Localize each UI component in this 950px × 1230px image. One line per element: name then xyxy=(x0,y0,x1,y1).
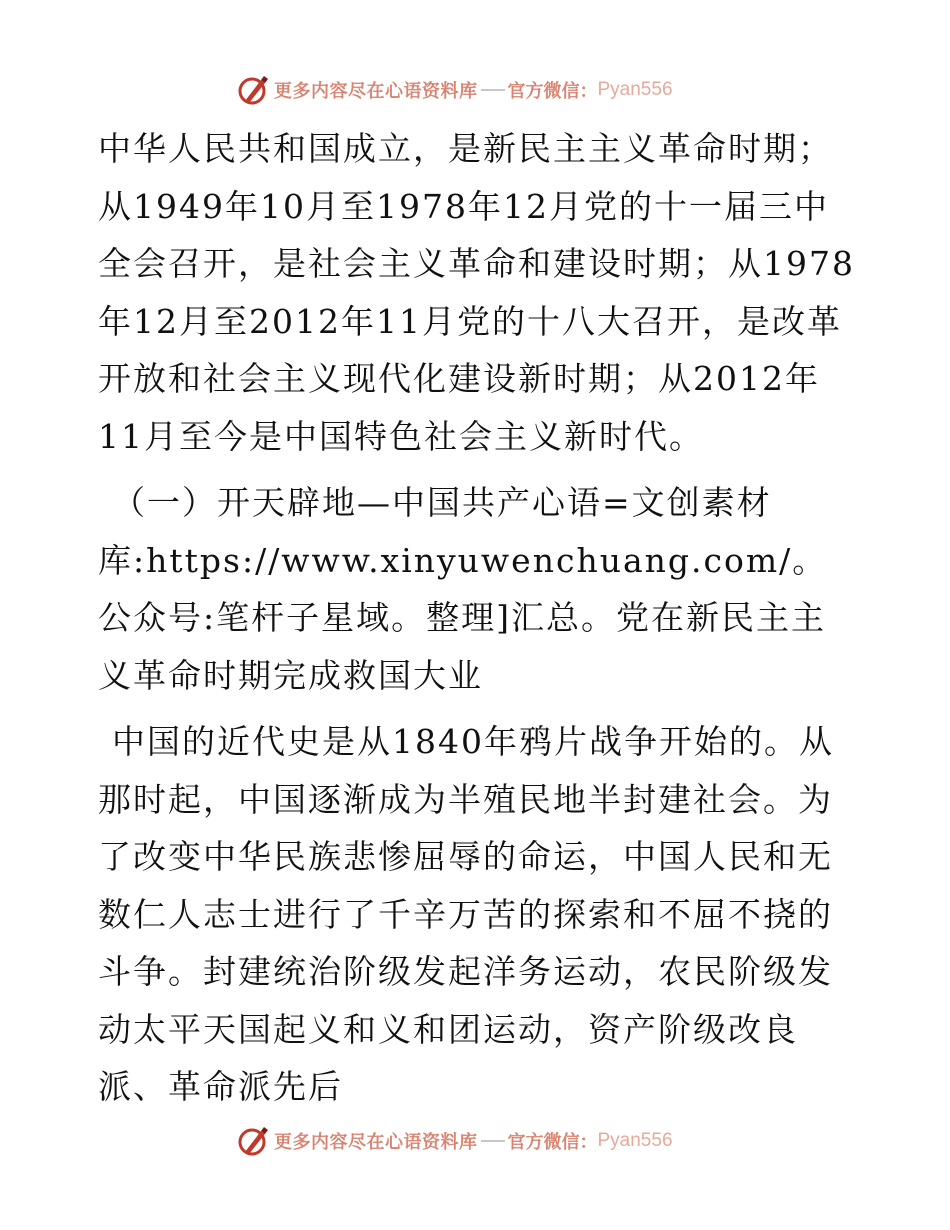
banner-wechat-id: Pyan556 xyxy=(597,79,673,100)
banner-title: 更多内容尽在心语资料库 xyxy=(274,81,478,102)
banner-divider xyxy=(481,1140,505,1142)
paragraph-modern-history: 中国的近代史是从1840年鸦片战争开始的。从那时起，中国逐渐成为半殖民地半封建社会。为了改变中华民族悲惨屈辱的命运，中国人民和无数仁人志士进行了千辛万苦的探索和不屈不挠的斗争。封建统治阶级发起洋务运动，农民阶级发动太平天国起义和义和团运动，资产阶级改良派、革命派先后 xyxy=(98,722,834,1106)
banner-title: 更多内容尽在心语资料库 xyxy=(274,1132,478,1153)
banner-divider xyxy=(481,89,505,91)
body-text xyxy=(98,120,858,1116)
pen-logo-icon xyxy=(236,1124,270,1158)
banner-wechat-id: Pyan556 xyxy=(597,1130,673,1151)
paragraph-section-heading: （一）开天辟地—中国共产心语=文创素材库:https://www.xinyuwenchuang.com/。公众号:笔杆子星域。整理]汇总。党在新民主主义革命时期完成救国大业 xyxy=(98,483,828,695)
footer-banner xyxy=(236,1124,673,1158)
pen-logo-icon xyxy=(236,73,270,107)
header-banner xyxy=(236,73,673,107)
paragraph-periods: 中华人民共和国成立，是新民主主义革命时期；从1949年10月至1978年12月党的十一届三中全会召开，是社会主义革命和建设时期；从1978年12月至2012年11月党的十八大召开，是改革开放和社会主义现代化建设新时期；从2012年11月至今是中国特色社会主义新时代。 xyxy=(98,129,855,456)
banner-wechat-label: 官方微信： xyxy=(507,81,598,102)
banner-wechat-label: 官方微信： xyxy=(507,1132,598,1153)
